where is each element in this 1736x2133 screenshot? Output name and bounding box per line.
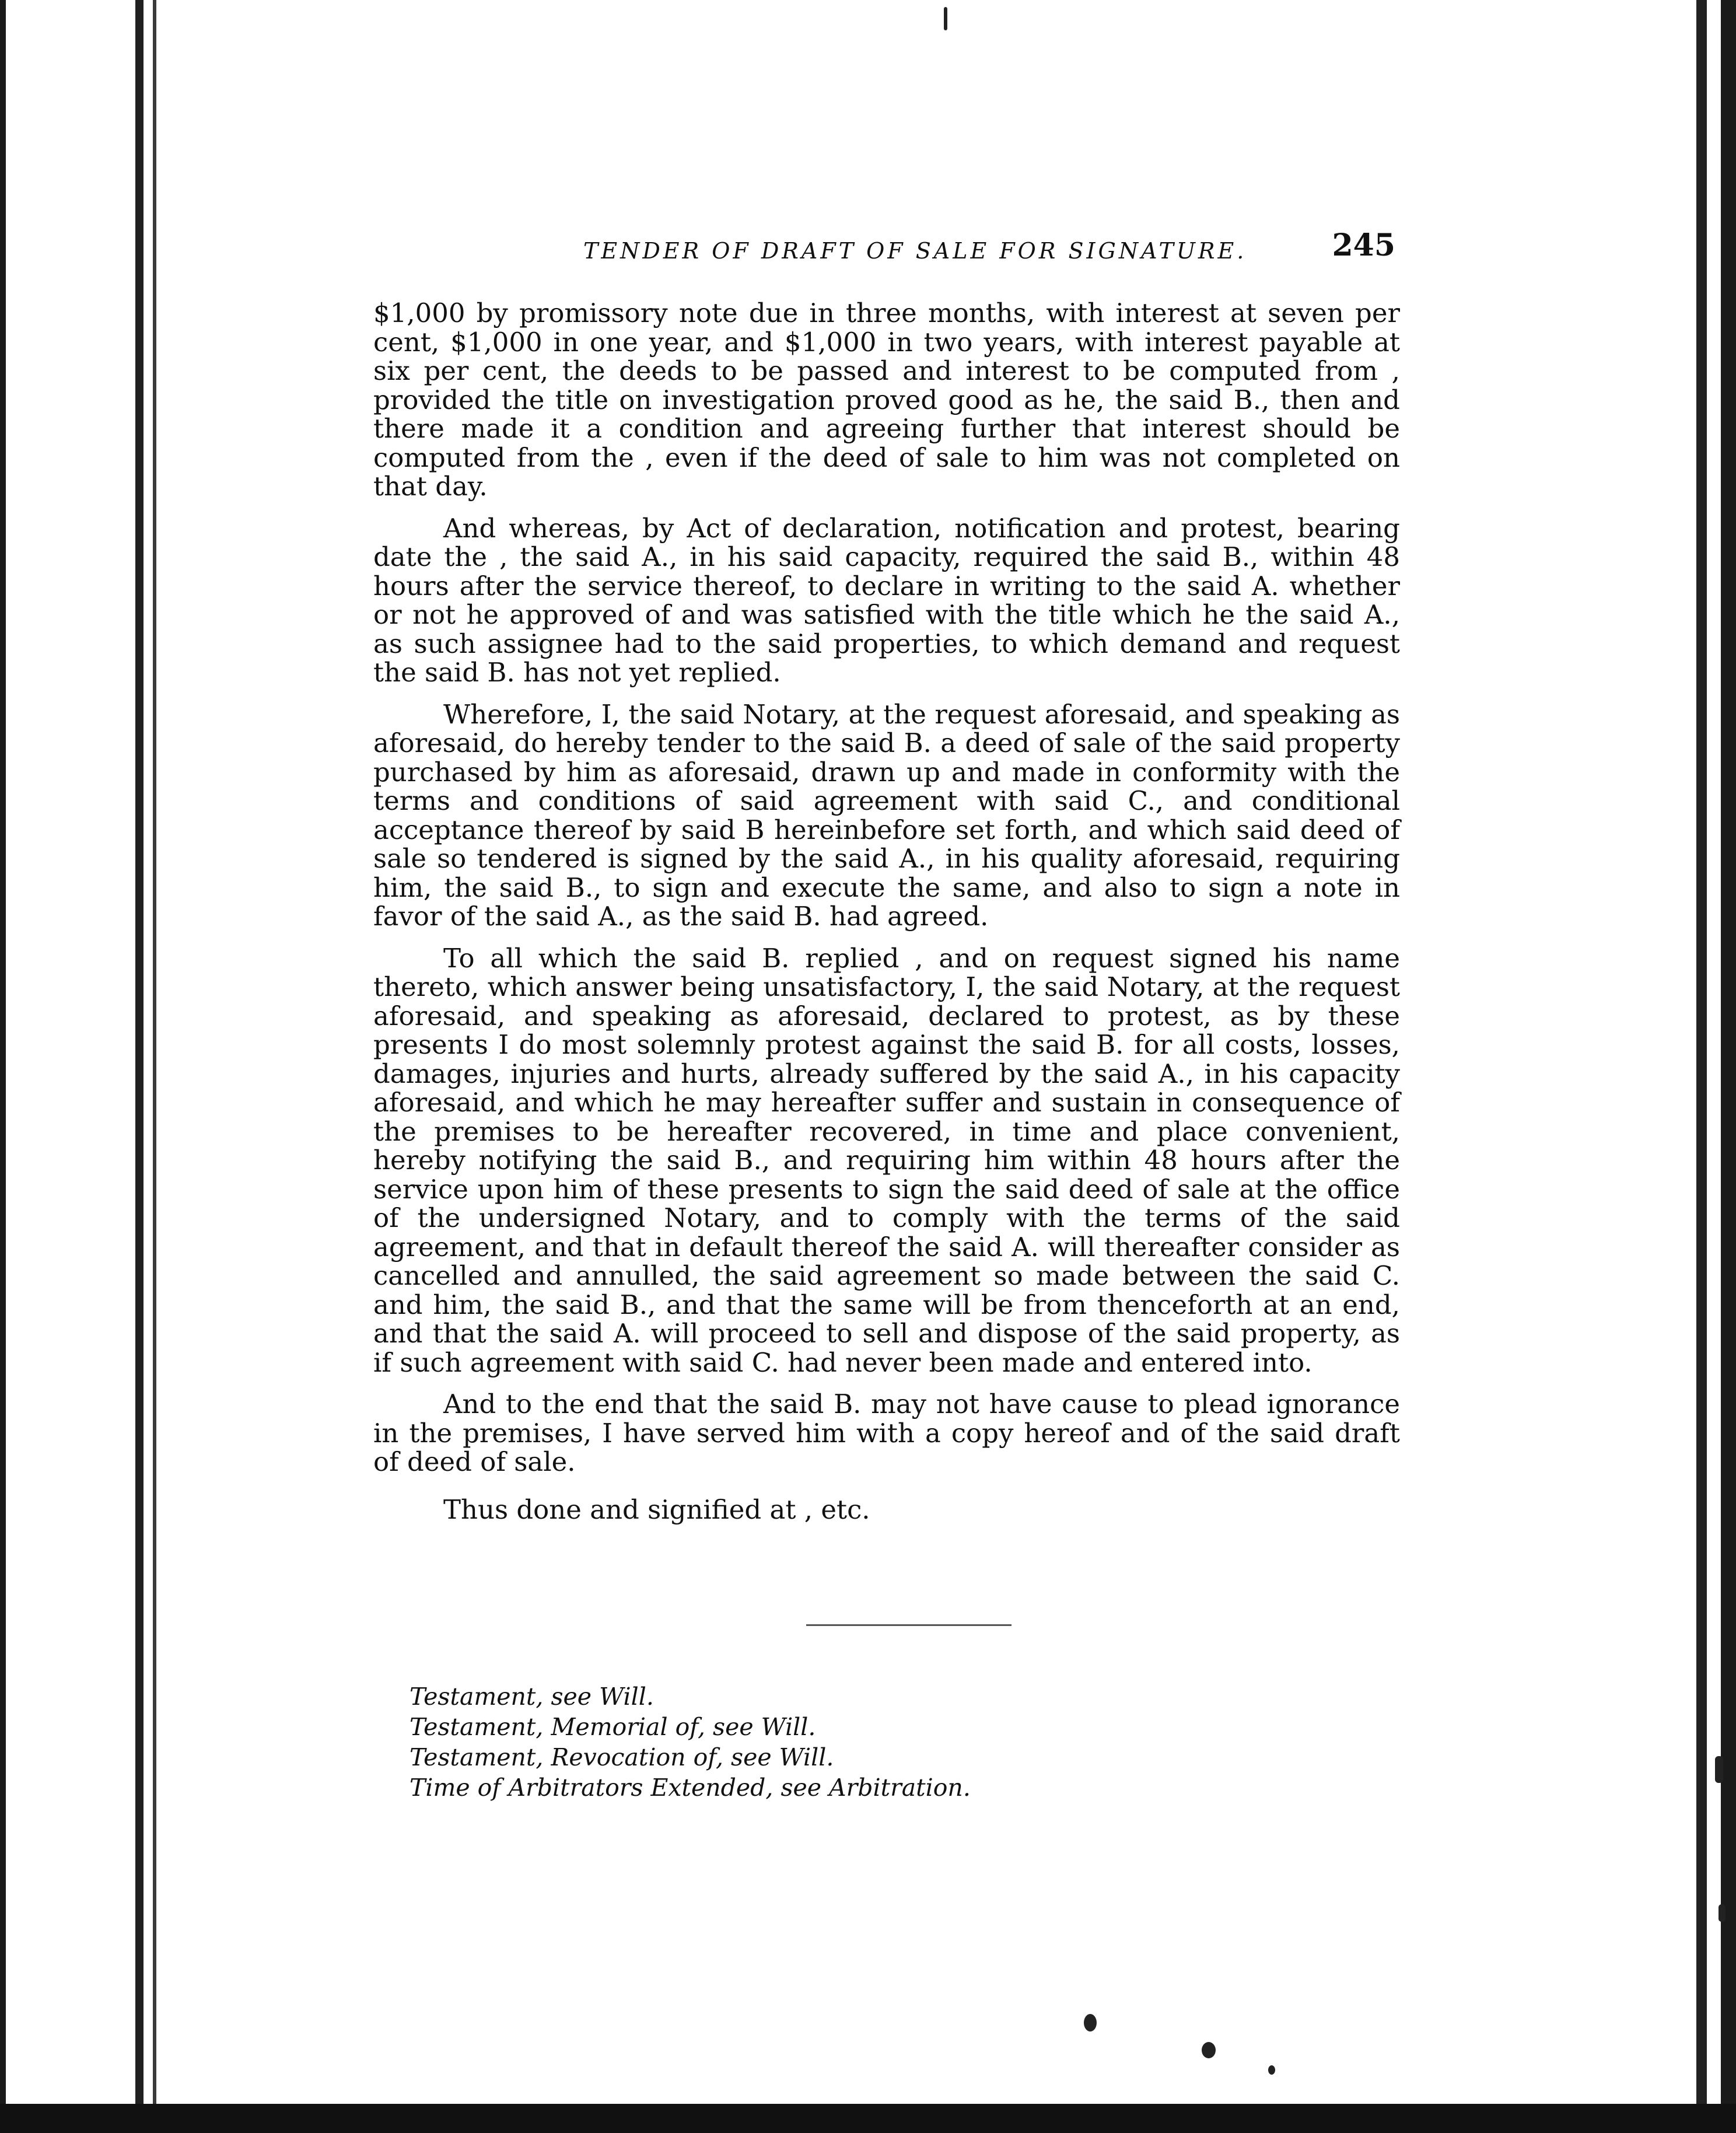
book-page [373,228,1400,1525]
scan-border-bottom [0,2104,1736,2133]
scan-border-right [1721,0,1736,2133]
scan-speck [1718,1904,1726,1922]
paragraph-wherefore: Wherefore, I, the said Notary, at the request aforesaid, and speaking as aforesaid, do hereby tender to the said B. a deed of sale of the said property purchased by him as aforesaid, drawn up and made in conformity with the terms and conditions of said agreement with said C., and conditional acceptance thereof by said B hereinbefore set forth, and which said deed of sale so tendered is signed by the said A., in his quality aforesaid, requiring him, the said B., to sign and execute the same, and also to sign a note in favor of the said A., as the said B. had agreed. [373,698,1400,932]
cross-reference-item: Testament, Memorial of, see Will. [410,1713,816,1741]
paragraph-service: And to the end that the said B. may not have cause to plead ignorance in the premises, I have served him with a copy hereof and of the said draft of deed of sale. [373,1389,1400,1477]
paragraph-continuation: $1,000 by promissory note due in three months, with interest at seven per cent, $1,000 in one year, and $1,000 in two years, with interest payable at six per cent, the deeds to be passed and interest to be computed from , provided the title on investigation proved good as he, the said B., then and there made it a condition and agreeing further that interest should be computed from the , even if the deed of sale to him was not completed on that day. [373,298,1400,502]
cross-reference-item: Time of Arbitrators Extended, see Arbitration. [410,1774,971,1802]
scan-gutter-line [153,0,156,2133]
scan-border-left [0,0,6,2133]
cross-reference-item: Testament, see Will. [410,1683,654,1711]
page-number: 245 [1332,228,1395,263]
scan-speck [1268,2065,1275,2075]
scan-gutter-shadow [135,0,144,2133]
running-title: TENDER OF DRAFT OF SALE FOR SIGNATURE. [583,238,1247,264]
cross-reference-list [410,1681,971,1803]
section-divider [806,1624,1012,1626]
scan-speck [1202,2042,1216,2058]
paragraph-whereas: And whereas, by Act of declaration, notification and protest, bearing date the , the said A., in his said capacity, required the said B., within 48 hours after the service thereof, to declare in writing to the said A. whether or not he approved of and was satisfied with the title which he the said A., as such assignee had to the said properties, to which demand and request the said B. has not yet replied. [373,512,1400,688]
paragraph-protest: To all which the said B. replied , and on request signed his name thereto, which answer being unsatisfactory, I, the said Notary, at the request aforesaid, and speaking as aforesaid, declared to protest, as by these presents I do most solemnly protest against the said B. for all costs, losses, damages, injuries and hurts, already suffered by the said A., in his capacity aforesaid, and which he may hereafter suffer and sustain in consequence of the premises to be hereafter recovered, in time and place convenient, hereby notifying the said B., and requiring him within 48 hours after the service upon him of these presents to sign the said deed of sale at the office of the undersigned Notary, and to comply with the terms of the said agreement, and that in default thereof the said A. will thereafter consider as cancelled and annulled, the said agreement so made between the said C. and him, the said B., and that the same will be from thenceforth at an end, and that the said A. will proceed to sell and dispose of the said property, as if such agreement with said C. had never been made and entered into. [373,942,1400,1378]
scan-border-right-band [1696,0,1707,2133]
scan-speck [1715,1756,1723,1783]
cross-reference-item: Testament, Revocation of, see Will. [410,1743,834,1771]
running-head [373,228,1400,274]
scan-speck [944,7,947,30]
closing-line: Thus done and signified at , etc. [443,1494,870,1525]
scan-speck [1084,2014,1097,2031]
body-text [373,299,1400,1477]
